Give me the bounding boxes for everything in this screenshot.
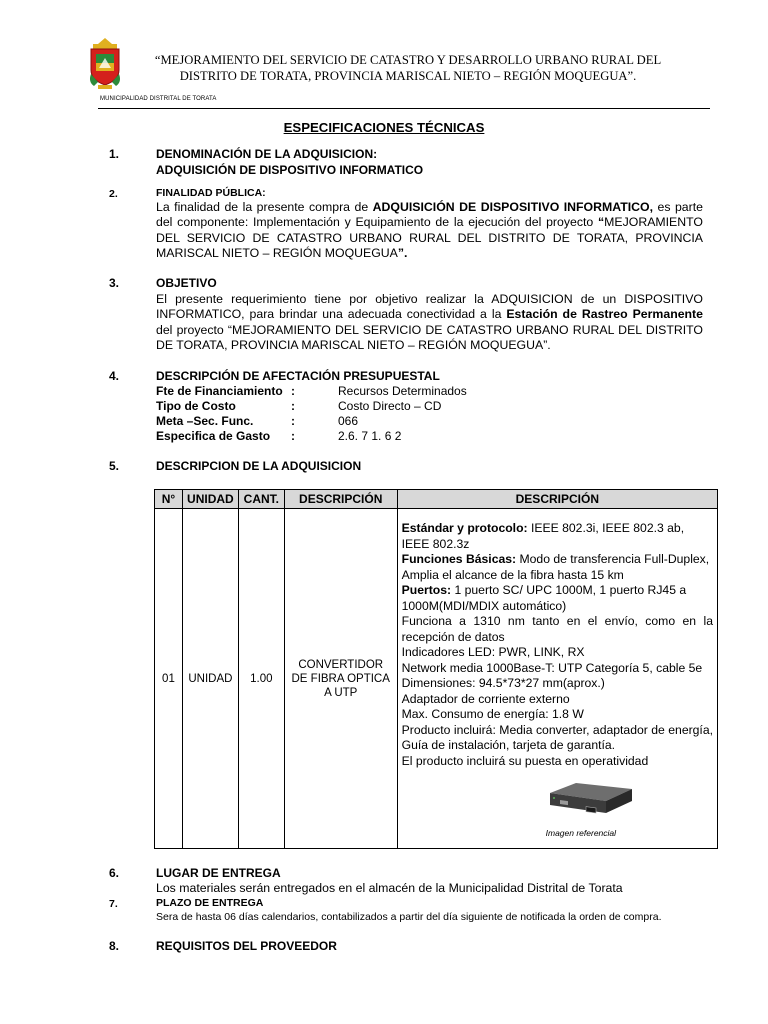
header-quantity: CANT. xyxy=(238,490,284,509)
budget-separator: : xyxy=(291,429,295,443)
budget-value: Costo Directo – CD xyxy=(338,399,442,413)
cell-item: CONVERTIDOR DE FIBRA OPTICA A UTP xyxy=(284,509,397,849)
budget-label: Especifica de Gasto xyxy=(156,429,271,443)
section-7-title: PLAZO DE ENTREGA xyxy=(156,897,264,909)
section-4-number: 4. xyxy=(109,369,120,383)
municipality-name: MUNICIPALIDAD DISTRITAL DE TORATA xyxy=(100,96,217,102)
budget-separator: : xyxy=(291,399,295,413)
section-1-title: DENOMINACIÓN DE LA ADQUISICION: xyxy=(156,147,378,161)
section-6-title: LUGAR DE ENTREGA xyxy=(156,866,281,880)
budget-label: Meta –Sec. Func. xyxy=(156,414,254,428)
section-8-number: 8. xyxy=(109,939,120,953)
project-title: “MEJORAMIENTO DEL SERVICIO DE CATASTRO Y DESARROLLO URBANO RURAL DEL DISTRITO DE TORATA, PROVINCIA MARISCAL NIETO – REGIÓN MOQUEGUA”. xyxy=(154,53,662,83)
table-header-row xyxy=(155,490,718,509)
section-4-title: DESCRIPCIÓN DE AFECTACIÓN PRESUPUESTAL xyxy=(156,369,440,383)
acquisition-table xyxy=(154,489,718,849)
budget-separator: : xyxy=(291,384,295,398)
section-3-title: OBJETIVO xyxy=(156,276,217,290)
header-divider xyxy=(98,108,710,109)
section-5-title: DESCRIPCION DE LA ADQUISICION xyxy=(156,459,362,473)
section-6-text: Los materiales serán entregados en el almacén de la Municipalidad Distrital de Torata xyxy=(156,881,623,895)
section-1-number: 1. xyxy=(109,147,120,161)
section-5-number: 5. xyxy=(109,459,120,473)
product-image xyxy=(546,779,636,841)
budget-label: Fte de Financiamiento xyxy=(156,384,283,398)
budget-separator: : xyxy=(291,414,295,428)
header-unit: UNIDAD xyxy=(182,490,238,509)
municipality-logo xyxy=(88,38,122,90)
section-6-number: 6. xyxy=(109,866,120,880)
section-2-number: 2. xyxy=(109,188,118,200)
section-2-paragraph: La finalidad de la presente compra de ADQUISICIÓN DE DISPOSITIVO INFORMATICO, es parte del componente: Implementación y Equipamiento de la ejecución del proyecto “MEJORAMIENTO DEL SERVICIO DE CATASTRO URBANO RURAL DEL DISTRITO DE TORATA, PROVINCIA MARISCAL NIETO – REGIÓN MOQUEGUA”. xyxy=(156,200,703,260)
section-3-paragraph: El presente requerimiento tiene por objetivo realizar la ADQUISICION de un DISPOSITIVO INFORMATICO, para brindar una adecuada conectividad a la Estación de Rastreo Permanente del proyecto “MEJORAMIENTO DEL SERVICIO DE CATASTRO URBANO RURAL DEL DISTRITO DE TORATA, PROVINCIA MARISCAL NIETO – REGIÓN MOQUEGUA”. xyxy=(156,292,703,352)
cell-unit: UNIDAD xyxy=(182,509,238,849)
image-caption: Imagen referencial xyxy=(545,827,617,838)
header-item: DESCRIPCIÓN xyxy=(284,490,397,509)
budget-label: Tipo de Costo xyxy=(156,399,236,413)
section-2-title: FINALIDAD PÚBLICA: xyxy=(156,187,266,199)
header-number: N° xyxy=(155,490,183,509)
budget-value: 2.6. 7 1. 6 2 xyxy=(338,429,402,443)
cell-number: 01 xyxy=(155,509,183,849)
table-row xyxy=(155,509,718,849)
cell-specifications: Estándar y protocolo: IEEE 802.3i, IEEE 802.3 ab, IEEE 802.3z Funciones Básicas: Modo de transferencia Full-Duplex, Amplia el alcance de la fibra hasta 15 km Puertos: 1 puerto SC/ UPC 1000M, 1 puerto RJ45 a 1000M(MDI/MDIX automático) Funciona a 1310 nm tanto en el envío, como en la recepción de datos Indicadores LED: PWR, LINK, RX Network media 1000Base-T: UTP Categoría 5, cable 5e Dimensiones: 94.5*73*27 mm(aprox.) Adaptador de corriente externo Max. Consumo de energía: 1.8 W Producto incluirá: Media converter, adaptador de energía, Guía de instalación, tarjeta de garantía. El producto incluirá su puesta en operatividad Imagen referencial xyxy=(397,509,717,849)
budget-value: 066 xyxy=(338,414,359,428)
section-7-text: Sera de hasta 06 días calendarios, contabilizados a partir del día siguiente de notificada la orden de compra. xyxy=(156,911,662,923)
header-description: DESCRIPCIÓN xyxy=(397,490,717,509)
cell-quantity: 1.00 xyxy=(238,509,284,849)
media-converter-icon xyxy=(546,779,636,821)
section-3-number: 3. xyxy=(109,276,120,290)
document-title: ESPECIFICACIONES TÉCNICAS xyxy=(283,120,485,135)
section-1-subtitle: ADQUISICIÓN DE DISPOSITIVO INFORMATICO xyxy=(156,163,424,177)
section-7-number: 7. xyxy=(109,898,118,910)
section-8-title: REQUISITOS DEL PROVEEDOR xyxy=(156,939,337,953)
budget-value: Recursos Determinados xyxy=(338,384,467,398)
